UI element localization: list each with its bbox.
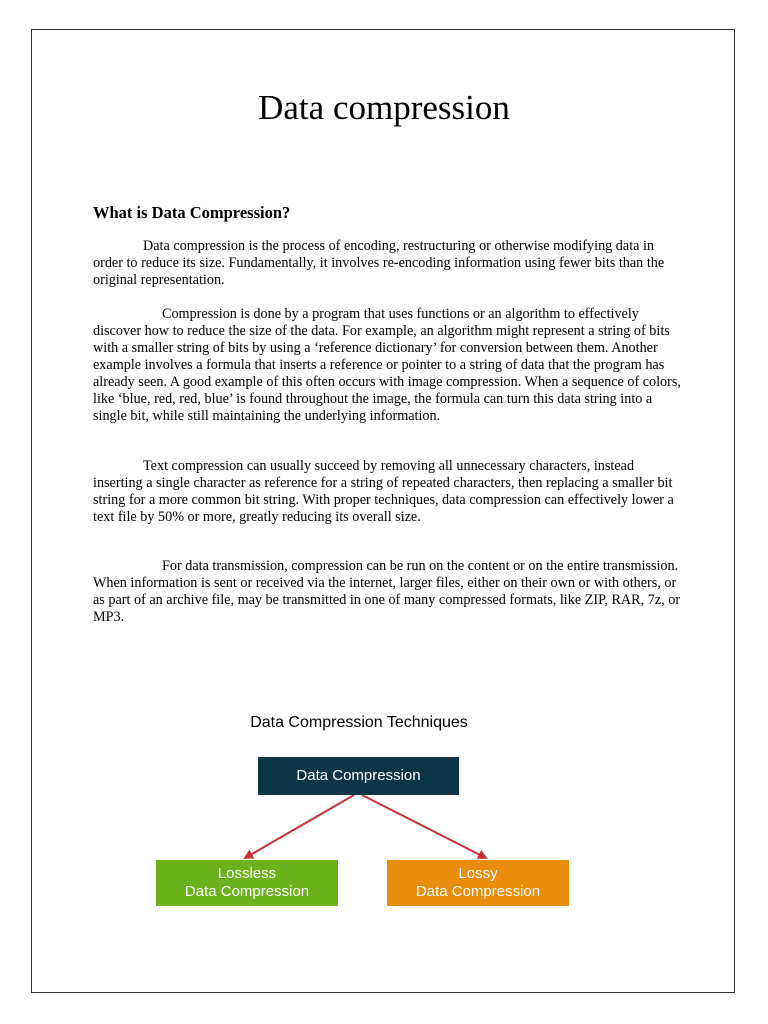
data-compression-box xyxy=(258,757,459,795)
section-heading: What is Data Compression? xyxy=(93,203,291,222)
diagram-title: Data Compression Techniques xyxy=(250,714,468,731)
lossless-label-line1: Lossless xyxy=(217,865,277,882)
paragraph-definition: Data compression is the process of encoding, restructuring or otherwise modifying data in order to reduce its size. Fundamentally, it involves re-encoding information using fewer bits than the original representation. xyxy=(93,238,665,288)
paragraph-data-transmission: For data transmission, compression can be run on the content or on the entire transmission. When information is sent or received via the internet, larger files, either on their own or with others, or as part of an archive file, may be transmitted in one of many compressed formats, like ZIP, RAR, 7z, or MP3. xyxy=(93,558,681,625)
lossless-label-line2: Data Compression xyxy=(184,883,310,900)
document-title: Data compression xyxy=(258,88,510,127)
lossless-compression-box xyxy=(156,860,338,906)
lossy-label-line2: Data Compression xyxy=(415,883,541,900)
lossy-label-line1: Lossy xyxy=(458,865,498,882)
lossy-compression-box xyxy=(387,860,569,906)
data-compression-label: Data Compression xyxy=(296,767,421,784)
paragraph-text-compression: Text compression can usually succeed by removing all unnecessary characters, instead inserting a single character as reference for a string of repeated characters, then replacing a smaller bit string for a more common bit string. With proper techniques, data compression can effectively lower a text file by 50% or more, greatly reducing its overall size. xyxy=(93,458,674,525)
paragraph-algorithm: Compression is done by a program that uses functions or an algorithm to effectively discover how to reduce the size of the data. For example, an algorithm might represent a string of bits with a smaller string of bits by using a ‘reference dictionary’ for conversion between them. Another example involves a formula that inserts a reference or pointer to a string of data that the program has already seen. A good example of this often occurs with image compression. When a sequence of colors, like ‘blue, red, red, blue’ is found throughout the image, the formula can turn this data string into a single bit, while still maintaining the underlying information. xyxy=(93,306,681,424)
